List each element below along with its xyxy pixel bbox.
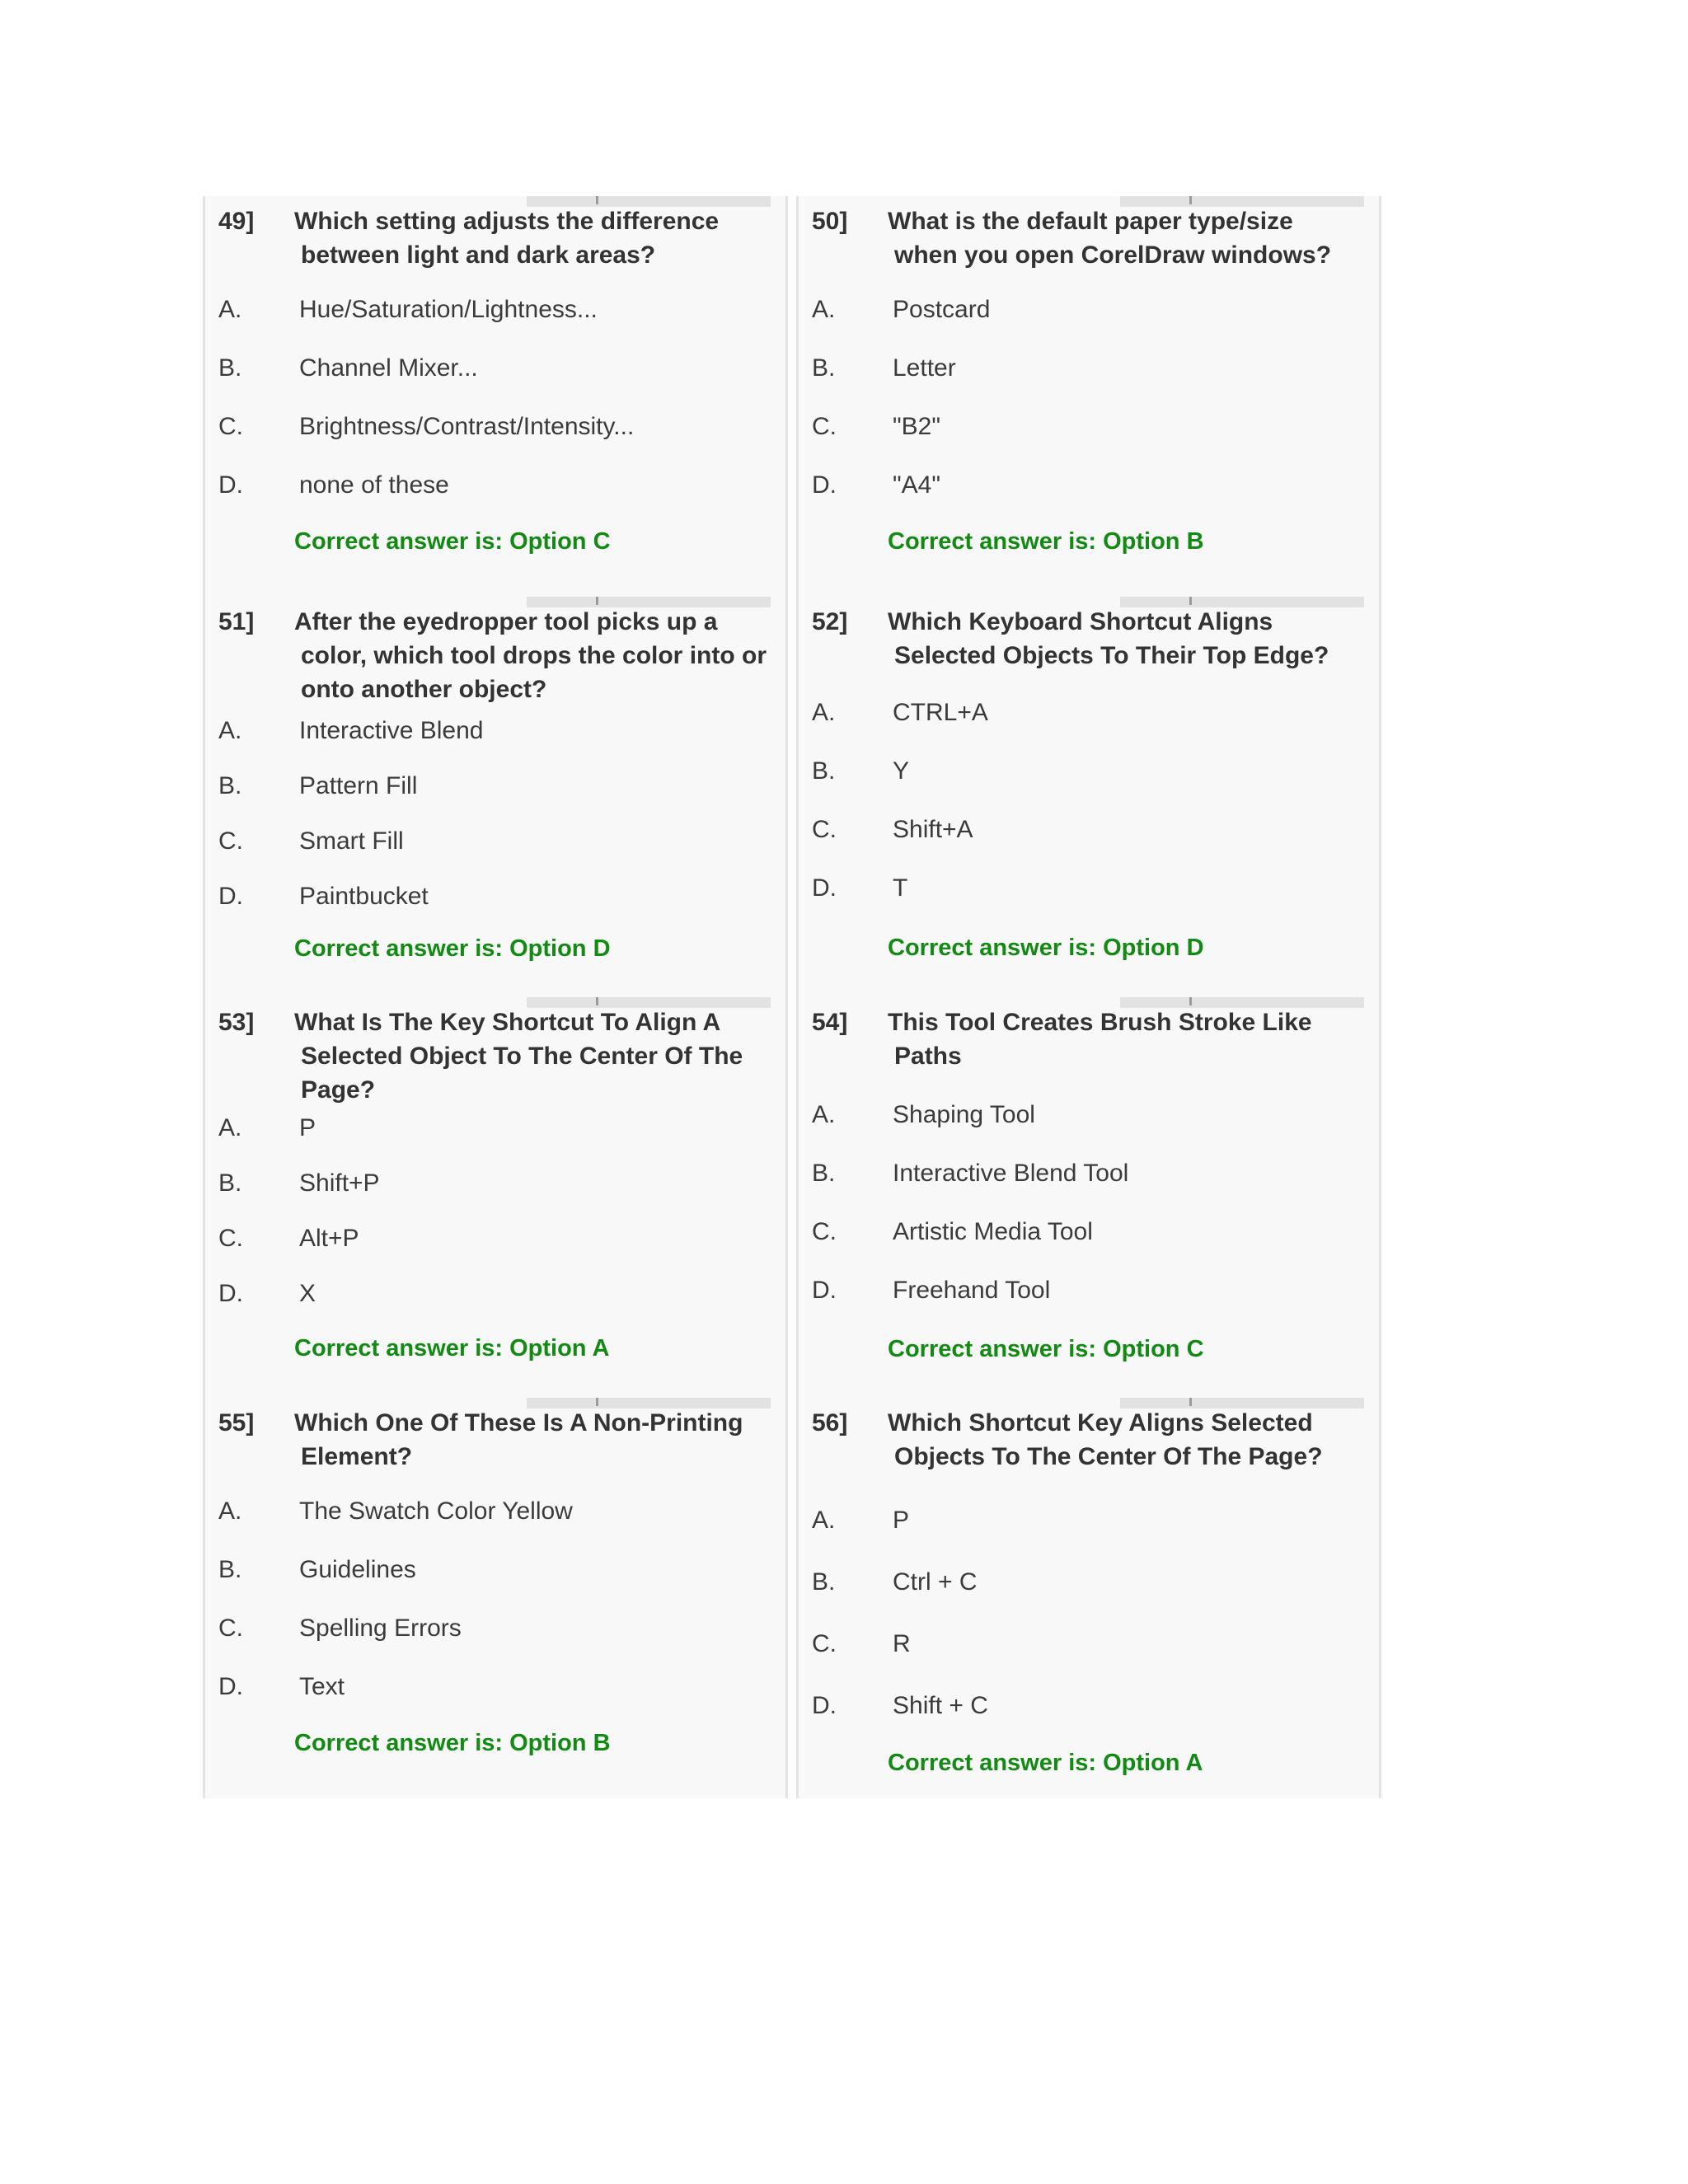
question-number: 50] bbox=[812, 208, 848, 235]
option-letter: A. bbox=[812, 296, 836, 323]
option-row bbox=[218, 883, 769, 938]
option-text: R bbox=[893, 1630, 911, 1657]
option-letter: A. bbox=[812, 1101, 836, 1128]
option-text: Shift + C bbox=[893, 1692, 988, 1719]
question-number: 54] bbox=[812, 1009, 848, 1036]
option-row bbox=[218, 1497, 769, 1556]
question-text: Which One Of These Is A Non-Printing Element? bbox=[294, 1409, 743, 1470]
question-heading bbox=[218, 1406, 769, 1474]
option-text: CTRL+A bbox=[893, 699, 988, 726]
option-row bbox=[218, 1225, 769, 1280]
correct-answer: Correct answer is: Option A bbox=[294, 1335, 610, 1361]
option-row bbox=[812, 1630, 1362, 1692]
option-row bbox=[218, 471, 769, 530]
question-text: After the eyedropper tool picks up a color, which tool drops the color into or onto another object? bbox=[294, 608, 767, 703]
option-text: Smart Fill bbox=[299, 827, 404, 855]
options-list bbox=[218, 1497, 769, 1732]
option-text: Spelling Errors bbox=[299, 1615, 462, 1642]
option-letter: C. bbox=[812, 413, 837, 440]
option-text: T bbox=[893, 874, 908, 902]
correct-answer: Correct answer is: Option B bbox=[294, 1730, 611, 1756]
option-letter: D. bbox=[812, 1692, 837, 1719]
question-card bbox=[796, 1398, 1381, 1798]
option-row bbox=[812, 471, 1362, 530]
correct-answer: Correct answer is: Option A bbox=[888, 1750, 1203, 1776]
option-letter: C. bbox=[812, 1218, 837, 1245]
option-row bbox=[812, 757, 1362, 816]
option-row bbox=[218, 717, 769, 772]
question-text: This Tool Creates Brush Stroke Like Paths bbox=[888, 1009, 1312, 1070]
question-heading bbox=[812, 1005, 1362, 1073]
option-text: The Swatch Color Yellow bbox=[299, 1497, 573, 1525]
option-text: Text bbox=[299, 1673, 345, 1700]
option-row bbox=[812, 296, 1362, 354]
option-row bbox=[218, 1673, 769, 1732]
options-list bbox=[218, 296, 769, 530]
question-number: 53] bbox=[218, 1009, 255, 1036]
question-card bbox=[203, 1398, 788, 1798]
option-letter: C. bbox=[218, 827, 243, 855]
option-text: Paintbucket bbox=[299, 883, 429, 910]
option-text: "B2" bbox=[893, 413, 940, 440]
options-list bbox=[812, 1101, 1362, 1335]
option-text: "A4" bbox=[893, 471, 940, 499]
option-row bbox=[812, 1568, 1362, 1630]
option-letter: B. bbox=[812, 1160, 836, 1187]
option-text: Alt+P bbox=[299, 1225, 359, 1252]
option-row bbox=[218, 296, 769, 354]
question-text: What is the default paper type/size when you open CorelDraw windows? bbox=[888, 208, 1332, 269]
question-text: Which Keyboard Shortcut Aligns Selected Objects To Their Top Edge? bbox=[888, 608, 1329, 669]
option-letter: A. bbox=[218, 296, 242, 323]
option-letter: B. bbox=[218, 1169, 242, 1197]
option-row bbox=[812, 1507, 1362, 1568]
option-row bbox=[218, 1114, 769, 1169]
option-letter: B. bbox=[812, 757, 836, 785]
option-text: Y bbox=[893, 757, 910, 785]
option-text: Postcard bbox=[893, 296, 991, 323]
option-text: none of these bbox=[299, 471, 449, 499]
option-letter: C. bbox=[812, 1630, 837, 1657]
question-heading bbox=[812, 204, 1362, 272]
option-text: Ctrl + C bbox=[893, 1568, 978, 1596]
correct-answer: Correct answer is: Option C bbox=[888, 1336, 1204, 1362]
question-heading bbox=[218, 1005, 769, 1107]
question-heading bbox=[812, 1406, 1362, 1474]
option-row bbox=[812, 1277, 1362, 1335]
question-card bbox=[203, 997, 788, 1398]
option-text: Artistic Media Tool bbox=[893, 1218, 1093, 1245]
option-row bbox=[812, 816, 1362, 874]
option-row bbox=[218, 1556, 769, 1615]
option-letter: A. bbox=[218, 1497, 242, 1525]
question-number: 56] bbox=[812, 1409, 848, 1436]
question-card bbox=[203, 196, 788, 597]
options-list bbox=[218, 1114, 769, 1335]
correct-answer: Correct answer is: Option D bbox=[294, 935, 611, 962]
option-text: X bbox=[299, 1280, 316, 1307]
option-row bbox=[218, 413, 769, 471]
option-letter: D. bbox=[218, 1673, 243, 1700]
option-text: Brightness/Contrast/Intensity... bbox=[299, 413, 635, 440]
option-row bbox=[218, 1169, 769, 1225]
option-text: Hue/Saturation/Lightness... bbox=[299, 296, 598, 323]
option-row bbox=[812, 354, 1362, 413]
option-row bbox=[812, 1218, 1362, 1277]
option-text: Pattern Fill bbox=[299, 772, 418, 799]
option-row bbox=[218, 1280, 769, 1335]
option-letter: C. bbox=[218, 1225, 243, 1252]
option-letter: B. bbox=[812, 354, 836, 382]
question-card bbox=[796, 597, 1381, 997]
option-letter: A. bbox=[218, 1114, 242, 1141]
option-letter: D. bbox=[812, 1277, 837, 1304]
option-letter: B. bbox=[218, 772, 242, 799]
options-list bbox=[812, 296, 1362, 530]
option-row bbox=[218, 827, 769, 883]
option-letter: C. bbox=[218, 1615, 243, 1642]
option-letter: A. bbox=[218, 717, 242, 744]
option-letter: D. bbox=[218, 883, 243, 910]
question-card bbox=[796, 196, 1381, 597]
option-letter: D. bbox=[218, 471, 243, 499]
option-row bbox=[812, 1160, 1362, 1218]
option-letter: B. bbox=[218, 1556, 242, 1583]
options-list bbox=[812, 1507, 1362, 1754]
option-letter: C. bbox=[812, 816, 837, 843]
option-row bbox=[218, 1615, 769, 1673]
option-letter: D. bbox=[812, 471, 837, 499]
question-number: 52] bbox=[812, 608, 848, 635]
question-text: Which Shortcut Key Aligns Selected Objects To The Center Of The Page? bbox=[888, 1409, 1323, 1470]
option-text: Guidelines bbox=[299, 1556, 416, 1583]
question-grid bbox=[203, 196, 1381, 1798]
option-text: P bbox=[893, 1507, 910, 1534]
option-letter: A. bbox=[812, 1507, 836, 1534]
option-row bbox=[812, 874, 1362, 933]
option-row bbox=[812, 1101, 1362, 1160]
option-row bbox=[218, 354, 769, 413]
question-text: Which setting adjusts the difference between light and dark areas? bbox=[294, 208, 720, 269]
question-number: 55] bbox=[218, 1409, 255, 1436]
question-number: 51] bbox=[218, 608, 255, 635]
option-text: Freehand Tool bbox=[893, 1277, 1051, 1304]
option-row bbox=[218, 772, 769, 827]
question-card bbox=[203, 597, 788, 997]
question-card bbox=[796, 997, 1381, 1398]
correct-answer: Correct answer is: Option B bbox=[888, 528, 1204, 555]
option-text: P bbox=[299, 1114, 316, 1141]
option-text: Letter bbox=[893, 354, 956, 382]
option-letter: B. bbox=[218, 354, 242, 382]
option-text: Interactive Blend Tool bbox=[893, 1160, 1129, 1187]
option-letter: A. bbox=[812, 699, 836, 726]
option-letter: D. bbox=[218, 1280, 243, 1307]
question-number: 49] bbox=[218, 208, 255, 235]
correct-answer: Correct answer is: Option D bbox=[888, 935, 1204, 961]
option-row bbox=[812, 699, 1362, 757]
option-text: Shift+P bbox=[299, 1169, 380, 1197]
option-text: Interactive Blend bbox=[299, 717, 484, 744]
option-row bbox=[812, 413, 1362, 471]
question-heading bbox=[812, 605, 1362, 673]
question-heading bbox=[218, 204, 769, 272]
option-text: Shaping Tool bbox=[893, 1101, 1035, 1128]
question-heading bbox=[218, 605, 769, 706]
option-letter: D. bbox=[812, 874, 837, 902]
options-list bbox=[218, 717, 769, 938]
option-text: Channel Mixer... bbox=[299, 354, 478, 382]
options-list bbox=[812, 699, 1362, 933]
option-letter: B. bbox=[812, 1568, 836, 1596]
correct-answer: Correct answer is: Option C bbox=[294, 528, 611, 555]
option-letter: C. bbox=[218, 413, 243, 440]
option-row bbox=[812, 1692, 1362, 1754]
question-text: What Is The Key Shortcut To Align A Selected Object To The Center Of The Page? bbox=[294, 1009, 743, 1104]
option-text: Shift+A bbox=[893, 816, 973, 843]
